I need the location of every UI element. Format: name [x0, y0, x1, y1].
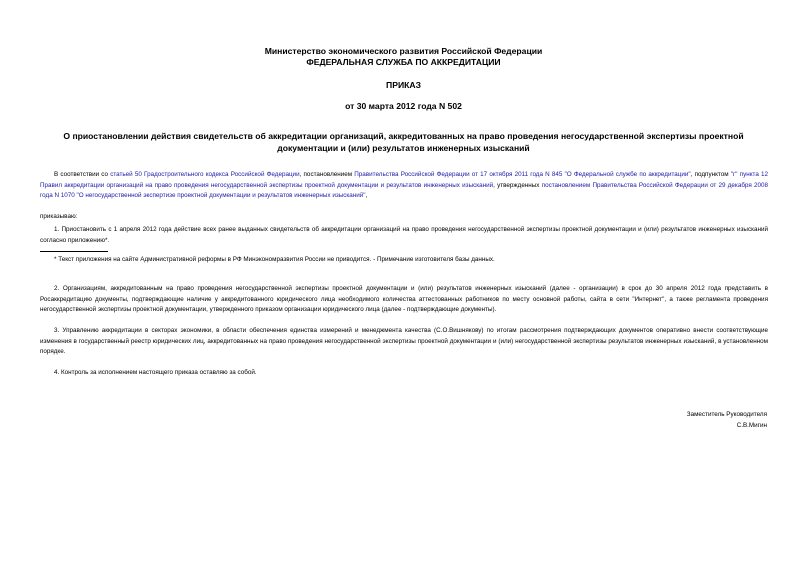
order-item-2: 2. Организациям, аккредитованным на право проведения негосударственной экспертизы проектной документации и (или) результатов инженерных изысканий (далее - организации) в срок до 30 апреля 2012 года представить в Росаккредитацию документы, подтверждающие наличие у аккредитованного юридического лица необходимого количества аттестованных работников по месту основной работы, сайта в сети "Интернет", а также регламента проведения негосударственной экспертизы проектной документации, утвержденного приказом организации юридического лица (далее - подтверждающие документы).: [40, 285, 768, 313]
link-government-decree-845[interactable]: Правительства Российской Федерации от 17 октября 2011 года N 845 "О Федеральной службе по аккредитации": [354, 171, 691, 178]
order-item-4: 4. Контроль за исполнением настоящего приказа оставляю за собой.: [54, 369, 257, 376]
document-title-line-1: О приостановлении действия свидетельств об аккредитации организаций, аккредитованных на право проведения негосударственной экспертизы проектной: [63, 131, 744, 141]
preamble-paragraph: В соответствии со статьей 50 Градостроительного кодекса Российской Федерации, постановлением Правительства Российской Федерации от 17 октября 2011 года N 845 "О Федеральной службе по аккредитации", подпунктом "г" пункта 12 Правил аккредитации организаций на право проведения негосударственной экспертизы проектной документации и результатов инженерных изысканий, утвержденных постановлением Правительства Российской Федерации от 29 декабря 2008 года N 1070 "О негосударственной экспертизе проектной документации и результатов инженерных изысканий",: [40, 171, 769, 199]
document-title-line-2: документации и (или) результатов инженерных изысканий: [277, 143, 530, 153]
footnote: * Текст приложения на сайте Административной реформы в РФ Минэкономразвития России не приводится. - Примечание изготовителя базы данных.: [54, 256, 495, 263]
footnote-divider: [40, 251, 108, 252]
order-item-3: 3. Управлению аккредитации в секторах экономики, в области обеспечения единства измерений и менеджмента качества (С.О.Вишнякову) по итогам рассмотрения подтверждающих документов оперативно внести соответствующие изменения в государственный реестр юридических лиц, аккредитованных на право проведения негосударственной экспертизы проектной документации и (или) негосударственной экспертизы результатов инженерных изысканий, в установленном порядке.: [40, 327, 768, 355]
agency-name: ФЕДЕРАЛЬНАЯ СЛУЖБА ПО АККРЕДИТАЦИИ: [306, 57, 501, 67]
document-type: ПРИКАЗ: [386, 80, 421, 90]
signatory-position: Заместитель Руководителя: [686, 411, 767, 418]
order-word: приказываю:: [40, 213, 78, 220]
link-government-decree-1070[interactable]: постановлением Правительства Российской Федерации от 29 декабря 2008 года N 1070 "О негосударственной экспертизе проектной документации и результатов инженерных изысканий": [40, 181, 768, 199]
link-town-planning-code-article-50[interactable]: статьей 50 Градостроительного кодекса Российской Федерации: [110, 171, 300, 178]
signatory-name: С.В.Мигин: [736, 422, 767, 429]
link-accreditation-rules-item-12[interactable]: "г" пункта 12 Правил аккредитации организаций на право проведения негосударственной экспертизы проектной документации и результатов инженерных изысканий: [40, 171, 769, 189]
order-item-1: 1. Приостановить с 1 апреля 2012 года действие всех ранее выданных свидетельств об аккредитации организаций на право проведения негосударственной экспертизы проектной документации и (или) результатов инженерных изысканий согласно приложению*.: [40, 226, 768, 244]
document-date-number: от 30 марта 2012 года N 502: [345, 101, 462, 111]
ministry-name: Министерство экономического развития Российской Федерации: [264, 46, 543, 56]
